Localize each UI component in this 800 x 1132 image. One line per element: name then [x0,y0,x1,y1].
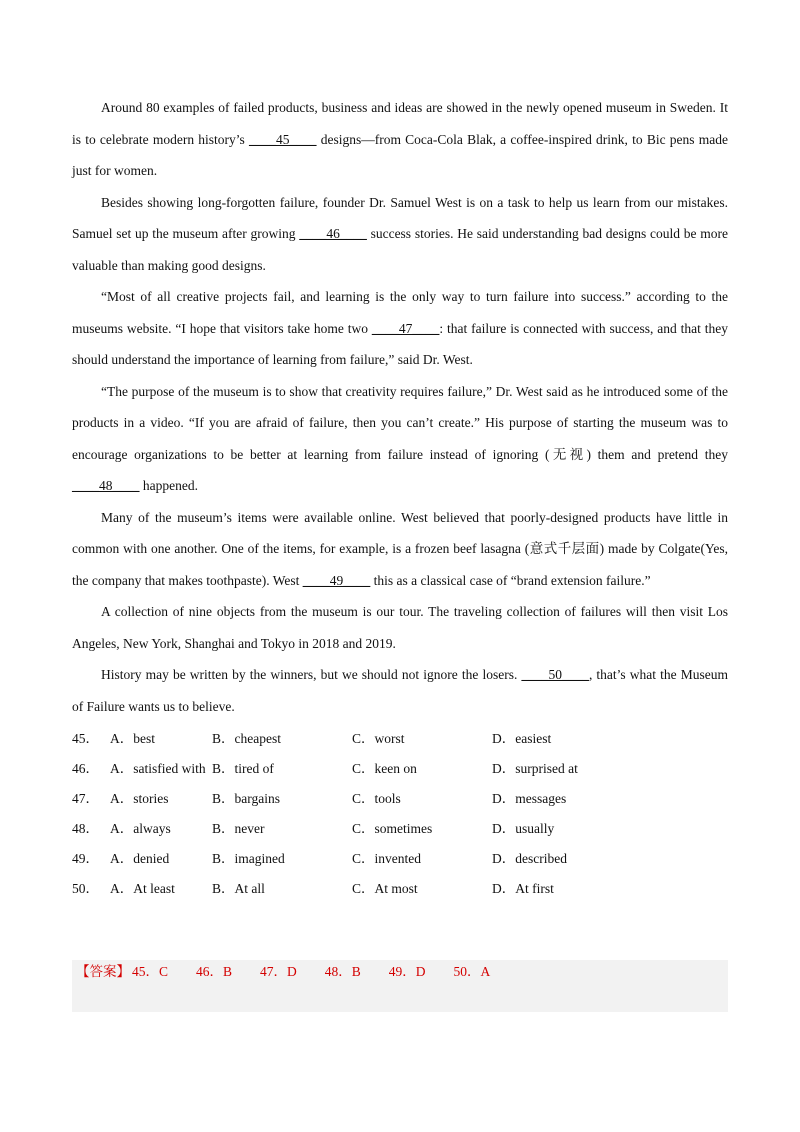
paragraph-7 [72,659,728,722]
option-a: A．denied [110,851,170,866]
option-c: C．tools [352,791,401,806]
question-number: 45． [72,731,99,746]
text: Around 80 examples of failed products, business and ideas are showed in the newly opened museum in Sweden. It is to celebrate modern history’s [72,100,728,147]
answer-item: 47．D [260,964,297,979]
answer-label: 【答案】 [76,964,130,979]
answer-item: 49．D [388,964,426,979]
option-c: C．invented [352,851,421,866]
paragraph-5 [72,502,728,597]
question-number: 47． [72,791,99,806]
answer-item: 45．C [132,964,169,979]
blank-48: ____48____ [72,478,140,493]
text: happened. [139,478,198,493]
paragraph-6: A collection of nine objects from the museum is our tour. The traveling collection of failures will then visit Los Angeles, New York, Shanghai and Tokyo in 2018 and 2019. [72,604,728,651]
option-b: B．never [212,821,265,836]
option-b: B．cheapest [212,731,281,746]
text: History may be written by the winners, but we should not ignore the losers. [101,667,522,682]
paragraph-1 [72,92,728,187]
question-number: 49． [72,851,99,866]
question-number: 46． [72,761,99,776]
question-row [72,722,728,752]
blank-50: ____50____ [521,667,589,682]
question-row [72,782,728,812]
reading-passage [72,92,728,722]
paragraph-4 [72,376,728,502]
option-a: A．best [110,731,155,746]
question-row [72,872,728,902]
text: , that’s what the Museum of Failure wants us to believe. [72,667,728,714]
blank-49: ____49____ [302,572,371,588]
option-d: D．usually [492,821,555,836]
question-row [72,842,728,872]
text: “The purpose of the museum is to show that creativity requires failure,” Dr. West said as he introduced some of the products in a video. “If you are afraid of failure, then you can’t create.” His purpose of starting the museum was to encourage organizations to be better at learning from failure instead of ignoring (无视) them and pretend they [72,383,728,462]
question-options [72,722,728,902]
option-d: D．described [492,851,567,866]
option-c: C．At most [352,881,418,896]
question-row [72,812,728,842]
question-number: 48． [72,821,99,836]
option-c: C．keen on [352,761,417,776]
option-c: C．sometimes [352,821,433,836]
blank-46: ____46____ [299,226,367,241]
question-row [72,752,728,782]
option-b: B．imagined [212,851,285,866]
option-d: D．messages [492,791,567,806]
text: Besides showing long-forgotten failure, founder Dr. Samuel West is on a task to help us learn from our mistakes. Samuel set up the museum after growing [72,194,728,241]
text: success stories. He said understanding bad designs could be more valuable than making good designs. [72,226,729,273]
blank-45: ____45____ [249,131,317,147]
text: Many of the museum’s items were available online. West believed that poorly-designed products have little in common with one another. One of the items, for example, is a frozen beef lasagna (意式千层面) made by Colgate(Yes, the company that makes toothpaste). West [72,509,728,588]
option-b: B．At all [212,881,265,896]
answer-box [72,960,728,1012]
question-number: 50． [72,881,99,896]
answer-item: 46．B [196,964,233,979]
text: : that failure is connected with success, and that they should understand the importance of learning from failure,” said Dr. West. [72,320,728,367]
answer-item: 48．B [324,964,361,979]
option-d: D．easiest [492,731,552,746]
document-page [72,92,728,902]
option-a: A．always [110,821,171,836]
paragraph-2 [72,187,728,282]
option-c: C．worst [352,731,405,746]
option-b: B．tired of [212,761,274,776]
option-b: B．bargains [212,791,280,806]
text: “Most of all creative projects fail, and learning is the only way to turn failure into success.” according to the museums website. “I hope that visitors take home two [72,289,728,336]
answer-item: 50．A [453,964,491,979]
option-a: A．stories [110,791,169,806]
option-a: A．At least [110,881,175,896]
option-a: A．satisfied with [110,761,206,776]
text: this as a classical case of “brand extension failure.” [370,572,651,588]
blank-47: ____47____ [371,320,440,336]
option-d: D．surprised at [492,761,578,776]
paragraph-3 [72,281,728,376]
option-d: D．At first [492,881,554,896]
text: designs—from Coca-Cola Blak, a coffee-inspired drink, to Bic pens made just for women. [72,131,728,178]
